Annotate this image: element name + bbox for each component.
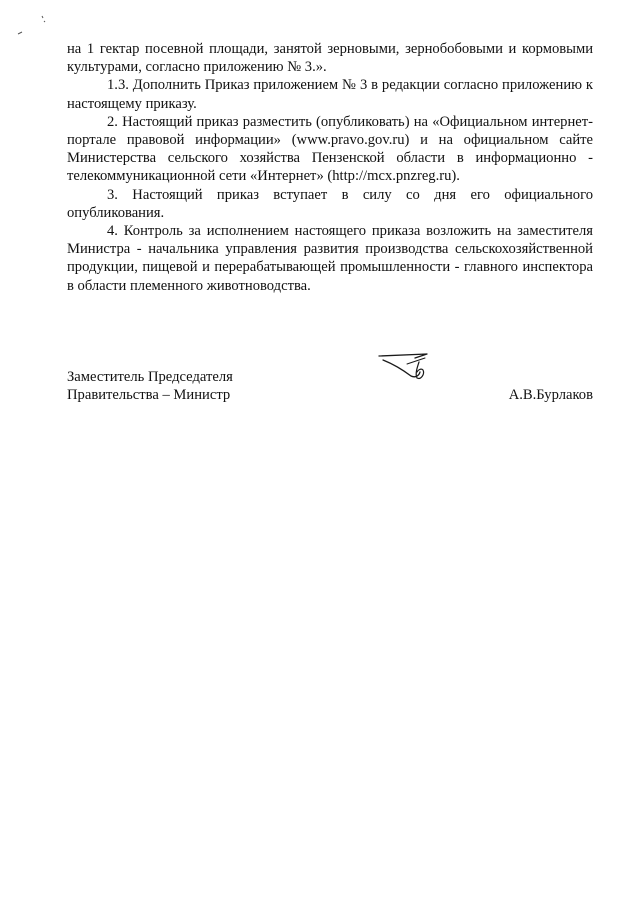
handwritten-signature (375, 350, 437, 382)
paragraph-4: 4. Контроль за исполнением настоящего приказа возложить на заместителя Министра - начальника управления развития производства сельскохозяйственной продукции, пищевой и перерабатывающей промышленности - главного инспектора в области племенного животноводства. (67, 223, 593, 294)
paragraph-continuation: на 1 гектар посевной площади, занятой зерновыми, зернобобовыми и кормовыми культурами, согласно приложению № 3.». (67, 41, 593, 76)
scan-corner-mark (14, 12, 54, 42)
signatory-name: А.В.Бурлаков (508, 387, 593, 404)
document-body (67, 40, 593, 295)
paragraph-2: 2. Настоящий приказ разместить (опубликовать) на «Официальном интернет-портале правовой информации» (www.pravo.gov.ru) и на официальном сайте Министерства сельского хозяйства Пензенской области в информационно - телекоммуникационной сети «Интернет» (http://mcx.pnzreg.ru). (67, 113, 593, 185)
signatory-position-line2: Правительства – Министр (67, 387, 231, 404)
signatory-position-line1: Заместитель Председателя (67, 369, 233, 385)
signatory-position (67, 368, 233, 404)
paragraph-1-3: 1.3. Дополнить Приказ приложением № 3 в редакции согласно приложению к настоящему приказу. (67, 77, 593, 112)
paragraph-3: 3. Настоящий приказ вступает в силу со дня его официального опубликования. (67, 186, 593, 221)
